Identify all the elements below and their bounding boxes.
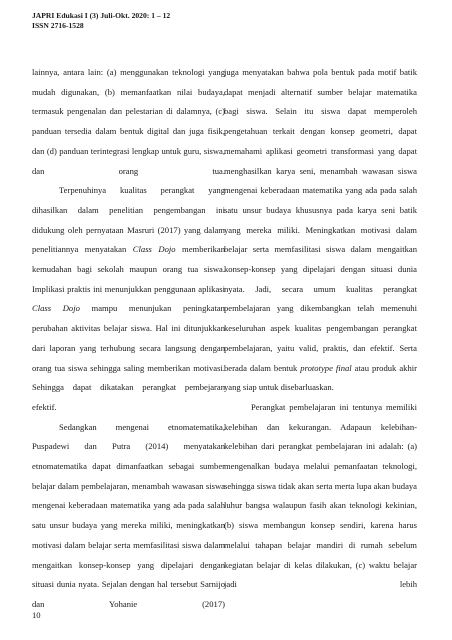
text-run: mampu menunjukan peningkatan perubahan aktivitas belajar siswa. Hal ini ditunjukkan dari laporan yang terhubung secara langsung dengan orang tua siswa sehingga saling memberikan motivasi. Sehingga dapat dikatakan perangkat pembejaran efektif.	[32, 303, 225, 412]
paragraph-etnomatematika: Sedangkan mengenai etnomatematika, Puspadewi dan Putra (2014) menyatakan etnomatematika dapat dimanfaatkan sebagai sumber belajar dalam pembelajaran, menambah wawasan siswa mengenai keberadaan matematika yang ada pada salah satu unsur budaya yang mereka miliki, meningkatkan motivasi dalam belajar serta memfasilitasi siswa dalam mengaitkan konsep-konsep yang dipelajari dengan situasi dunia nyata. Sejalan dengan hal tersebut Sarnijo dan Yohanie (2017)	[32, 421, 225, 609]
right-column	[224, 63, 417, 595]
page-number: 10	[32, 610, 41, 620]
text-run: juga menyatakan bahwa pola bentuk pada motif batik dapat menjadi alternatif sumber belajar matematika bagi siswa. Selain itu siswa dapat memperoleh pengetahuan terkait dengan konsep geometri, dapat memahami aplikasi geometri transformasi yang dapat menghasilkan karya seni, menambah wawasan siswa mengenai keberadaan matematika yang ada pada salah satu unsur budaya khususnya pada karya seni batik yang mereka miliki. Meningkatkan motivasi dalam belajar serta memfasilitasi siswa dalam mengaitkan konsep-konsep yang dipelajari dengan situasi dunia nyata. Jadi, secara umum kualitas perangkat pembelajaran yang dikembangkan telah memenuhi keseluruhan aspek kualitas pengembangan perangkat pembelajaran, yaitu valid, praktis, dan efektif. Serta berada dalam bentuk	[224, 67, 417, 373]
italic-term: Class Dojo	[32, 303, 80, 314]
italic-term: Class Dojo	[132, 244, 176, 255]
italic-term: prototype final	[300, 362, 352, 373]
paragraph-continued: lainnya, antara lain: (a) menggunakan teknologi yang mudah digunakan, (b) memanfaatkan nilai budaya, termasuk pengenalan dan pelestarian di dalamnya, (c) panduan tersedia dalam bentuk digital dan juga fisik, dan (d) panduan terintegrasi lengkap untuk guru, siswa, dan orang tua.	[32, 67, 225, 176]
paragraph-batik	[224, 63, 417, 398]
text-run: atau produk akhir yang siap untuk disebarluaskan.	[224, 362, 417, 393]
issn-line: ISSN 2716-1528	[32, 20, 84, 30]
journal-title: JAPRI Edukasi I (3) Juli-Okt. 2020: 1 – 12	[32, 11, 171, 20]
text-run: memberikan kemudahan bagi sekolah maupun orang tua siswa. Implikasi praktis ini menunjukkan penggunaan aplikasi	[32, 244, 225, 294]
paragraph-kelebihan: Perangkat pembelajaran ini tentunya memiliki kelebihan dan kekurangan. Adapaun kelebihan-kelebihan dari perangkat pembelajaran ini adalah: (a) mengenalkan budaya melalui pemanfaatan teknologi, sehingga siswa tidak akan serta merta lupa akan budaya luhur bangsa walaupun fasih akan teknologi kekinian, (b) siswa membangun konsep sendiri, karena harus melalui tahapan belajar mandiri di rumah sebelum kegiatan belajar di kelas dilakukan, (c) waktu belajar jadi lebih	[224, 401, 417, 590]
paragraph-class-dojo	[32, 181, 225, 417]
running-header	[32, 11, 170, 30]
text-run: Terpenuhinya kualitas perangkat yang dihasilkan dalam penelitian pengembangan ini didukung oleh pernyataan Masruri (2017) yang dalam penelitiannya menyatakan	[32, 185, 225, 255]
left-column	[32, 63, 225, 615]
